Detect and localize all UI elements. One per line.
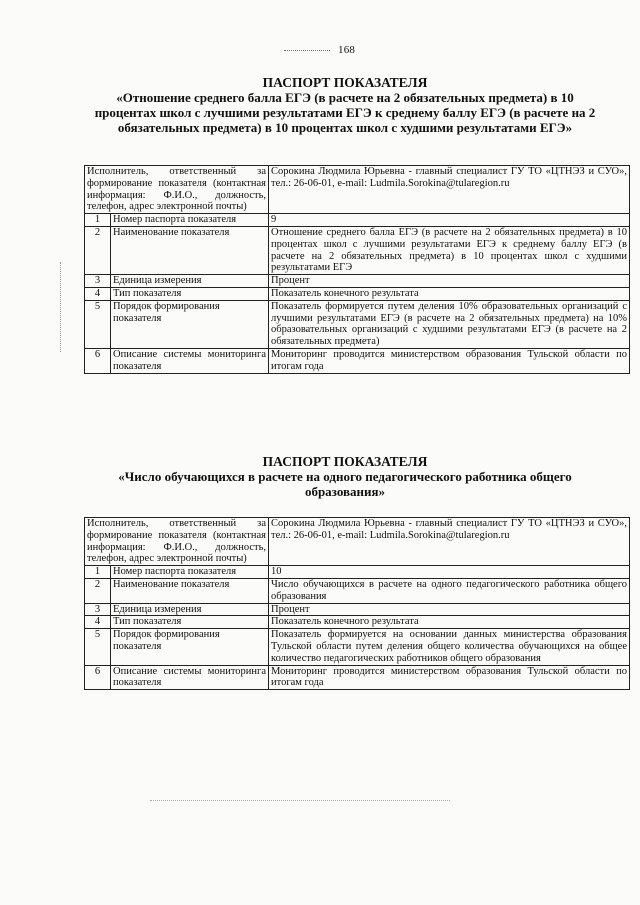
row-label: Номер паспорта показателя	[111, 566, 269, 579]
row-label: Описание системы мониторинга показателя	[111, 665, 269, 690]
row-number: 2	[85, 226, 111, 274]
table-row	[85, 275, 630, 288]
passport-2-heading: ПАСПОРТ ПОКАЗАТЕЛЯ	[262, 454, 428, 469]
row-label: Описание системы мониторинга показателя	[111, 348, 269, 373]
scan-margin-marks	[60, 262, 67, 352]
row-value: Мониторинг проводится министерством образования Тульской области по итогам года	[269, 348, 630, 373]
row-value: Показатель формируется путем деления 10% образовательных организаций с лучшими результатами ЕГЭ (в расчете на 2 обязательных предмета) на 10% образовательных организаций с худшими результатами ЕГЭ (в расчете на 2 обязательных предмета)	[269, 300, 630, 348]
row-label: Наименование показателя	[111, 578, 269, 603]
table-row	[85, 348, 630, 373]
row-number: 1	[85, 214, 111, 227]
passport-2-header	[90, 454, 600, 499]
row-label: Наименование показателя	[111, 226, 269, 274]
table-row	[85, 518, 630, 566]
scan-footer-marks	[150, 800, 450, 803]
row-label: Единица измерения	[111, 275, 269, 288]
row-number: 5	[85, 300, 111, 348]
page-number: 168	[338, 44, 356, 56]
passport-2-table	[84, 517, 630, 690]
row-label: Номер паспорта показателя	[111, 214, 269, 227]
table-row	[85, 287, 630, 300]
row-number: 6	[85, 348, 111, 373]
row-number: 6	[85, 665, 111, 690]
passport-1-subtitle: «Отношение среднего балла ЕГЭ (в расчете на 2 обязательных предмета) в 10 процентах школ с лучшими результатами ЕГЭ к среднему баллу ЕГЭ (в расчете на 2 обязательных предмета) в 10 процентах школ с худшими результатами ЕГЭ»	[94, 90, 596, 135]
table-row	[85, 578, 630, 603]
table-row	[85, 214, 630, 227]
row-number: 5	[85, 629, 111, 665]
row-value: Показатель конечного результата	[269, 616, 630, 629]
table-row	[85, 616, 630, 629]
passport-1-table	[84, 165, 630, 374]
scan-smudge	[284, 50, 330, 55]
executor-label: Исполнитель, ответственный за формирование показателя (контактная информация: Ф.И.О., должность, телефон, адрес электронной почты)	[85, 166, 269, 214]
row-number: 3	[85, 603, 111, 616]
row-number: 1	[85, 566, 111, 579]
row-number: 3	[85, 275, 111, 288]
row-value: Процент	[269, 275, 630, 288]
row-value: Показатель конечного результата	[269, 287, 630, 300]
executor-value: Сорокина Людмила Юрьевна - главный специалист ГУ ТО «ЦТНЭЗ и СУО», тел.: 26-06-01, e-mail: Ludmila.Sorokina@tularegion.ru	[269, 166, 630, 214]
passport-2-subtitle: «Число обучающихся в расчете на одного педагогического работника общего образования»	[118, 469, 572, 499]
row-label: Порядок формирования показателя	[111, 300, 269, 348]
row-label: Единица измерения	[111, 603, 269, 616]
row-value: Процент	[269, 603, 630, 616]
table-row	[85, 665, 630, 690]
table-row	[85, 566, 630, 579]
row-value: Показатель формируется на основании данных министерства образования Тульской области путем деления общего количества обучающихся на общее количество педагогических работников общего образования	[269, 629, 630, 665]
row-value: Мониторинг проводится министерством образования Тульской области по итогам года	[269, 665, 630, 690]
table-row	[85, 300, 630, 348]
table-row	[85, 226, 630, 274]
executor-value: Сорокина Людмила Юрьевна - главный специалист ГУ ТО «ЦТНЭЗ и СУО», тел.: 26-06-01, e-mail: Ludmila.Sorokina@tularegion.ru	[269, 518, 630, 566]
row-value: 9	[269, 214, 630, 227]
row-value: Число обучающихся в расчете на одного педагогического работника общего образования	[269, 578, 630, 603]
row-label: Порядок формирования показателя	[111, 629, 269, 665]
row-label: Тип показателя	[111, 287, 269, 300]
passport-1-header	[90, 75, 600, 135]
table-row	[85, 629, 630, 665]
row-number: 4	[85, 287, 111, 300]
passport-1-heading: ПАСПОРТ ПОКАЗАТЕЛЯ	[262, 75, 428, 90]
row-number: 4	[85, 616, 111, 629]
table-row	[85, 166, 630, 214]
table-row	[85, 603, 630, 616]
row-value: Отношение среднего балла ЕГЭ (в расчете на 2 обязательных предмета) в 10 процентах школ с лучшими результатами ЕГЭ к среднему баллу ЕГЭ (в расчете на 2 обязательных предмета) в 10 процентах школ с худшими результатами ЕГЭ	[269, 226, 630, 274]
executor-label: Исполнитель, ответственный за формирование показателя (контактная информация: Ф.И.О., должность, телефон, адрес электронной почты)	[85, 518, 269, 566]
row-value: 10	[269, 566, 630, 579]
row-number: 2	[85, 578, 111, 603]
row-label: Тип показателя	[111, 616, 269, 629]
